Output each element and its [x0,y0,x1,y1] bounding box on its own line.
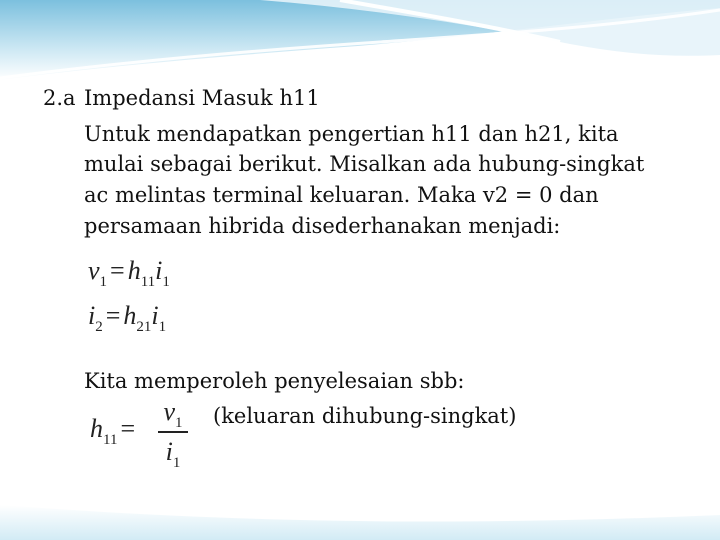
numerator-sub: 1 [175,415,183,431]
eq1-lhs-sub: 1 [99,274,108,290]
eq1-h: h [127,256,141,285]
eq1-h-sub: 11 [140,274,156,290]
eq2-h: h [123,301,137,330]
denominator-i: i [165,437,173,466]
eq2-equals: = [105,301,121,330]
paragraph-line: ac melintas terminal keluaran. Maka v2 = 0 dan [84,183,599,207]
fraction-numerator [158,397,188,431]
solution-equals: = [120,414,136,443]
paragraph-line: Untuk mendapatkan pengertian h11 dan h21, kita [84,122,619,146]
eq2-lhs: i [88,301,96,330]
eq2-lhs-sub: 2 [95,319,103,335]
equation-2 [88,301,167,335]
eq1-lhs: v [88,256,100,285]
eq1-var-sub: 1 [162,274,170,290]
paragraph-line: persamaan hibrida disederhanakan menjadi: [84,214,561,238]
solution-h: h [90,414,103,443]
numerator-v: v [163,397,176,426]
eq2-var-sub: 1 [158,319,167,335]
solution-lhs [90,414,138,448]
solution-intro: Kita memperoleh penyelesaian sbb: [84,369,465,393]
eq1-var: i [155,256,163,285]
heading-title: Impedansi Masuk h11 [84,86,320,110]
equation-1 [88,256,170,290]
solution-note: (keluaran dihubung-singkat) [213,404,517,428]
paragraph-line: mulai sebagai berikut. Misalkan ada hubung-singkat [84,152,645,176]
solution-h-sub: 11 [103,432,118,448]
eq2-h-sub: 21 [136,319,152,335]
eq2-var: i [151,301,159,330]
denominator-sub: 1 [172,455,181,471]
fraction-denominator [158,437,188,471]
eq1-equals: = [110,256,125,285]
fraction-bar [158,431,188,433]
heading-number: 2.a [43,86,76,110]
